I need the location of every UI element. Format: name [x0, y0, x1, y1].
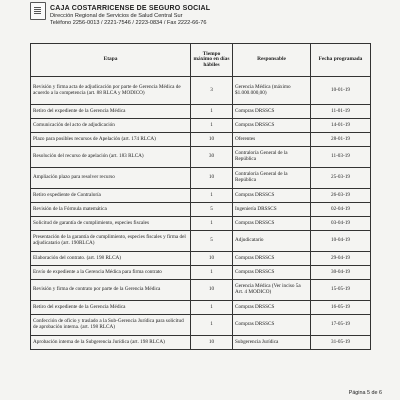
- column-header-responsable: Responsable: [233, 44, 311, 77]
- days-cell: 1: [191, 217, 233, 231]
- days-cell: 1: [191, 189, 233, 203]
- stage-cell: Plazo para posibles recursos de Apelación (art. 174 RLCA): [31, 133, 191, 147]
- stage-cell: Comunicación del acto de adjudicación: [31, 119, 191, 133]
- column-header-dias: Tiempo máximo en días hábiles: [191, 44, 233, 77]
- responsible-cell: Compras DRSSCS: [233, 301, 311, 315]
- schedule-table: [30, 43, 371, 350]
- responsible-cell: Compras DRSSCS: [233, 217, 311, 231]
- date-cell: 31-05-19: [311, 336, 371, 350]
- table-header-row: [31, 44, 371, 77]
- stage-cell: Retiro del expediente de la Gerencia Médica: [31, 301, 191, 315]
- table-row: [31, 105, 371, 119]
- responsible-cell: Compras DRSSCS: [233, 119, 311, 133]
- responsible-cell: Ingeniería DRSSCS: [233, 203, 311, 217]
- table-row: [31, 280, 371, 301]
- stage-cell: Confección de oficio y traslado a la Sub-Gerencia Jurídica para solicitud de aprobación interna. (art. 198 RLCA): [31, 315, 191, 336]
- table-row: [31, 189, 371, 203]
- ccss-logo-icon: [30, 2, 46, 20]
- responsible-cell: Compras DRSSCS: [233, 252, 311, 266]
- responsible-cell: Compras DRSSCS: [233, 105, 311, 119]
- table-row: [31, 77, 371, 105]
- date-cell: 11-03-19: [311, 147, 371, 168]
- date-cell: 03-04-19: [311, 217, 371, 231]
- days-cell: 30: [191, 147, 233, 168]
- responsible-cell: Subgerencia Jurídica: [233, 336, 311, 350]
- responsible-cell: Gerencia Médica (Ver inciso 5a Art. 4 MODICO): [233, 280, 311, 301]
- table-row: [31, 252, 371, 266]
- table-row: [31, 266, 371, 280]
- organization-department: Dirección Regional de Servicios de Salud Central Sur: [50, 13, 183, 19]
- table-row: [31, 147, 371, 168]
- column-header-etapa: Etapa: [31, 44, 191, 77]
- table-row: [31, 231, 371, 252]
- responsible-cell: Compras DRSSCS: [233, 266, 311, 280]
- responsible-cell: Compras DRSSCS: [233, 189, 311, 203]
- stage-cell: Revisión y firma de contrato por parte de la Gerencia Médica: [31, 280, 191, 301]
- table-row: [31, 301, 371, 315]
- days-cell: 1: [191, 266, 233, 280]
- stage-cell: Retiro expediente de Contraloría: [31, 189, 191, 203]
- days-cell: 5: [191, 231, 233, 252]
- days-cell: 1: [191, 315, 233, 336]
- organization-name: CAJA COSTARRICENSE DE SEGURO SOCIAL: [50, 5, 211, 12]
- days-cell: 1: [191, 301, 233, 315]
- stage-cell: Ampliación plazo para resolver recurso: [31, 168, 191, 189]
- stage-cell: Solicitud de garantía de cumplimiento, especies fiscales: [31, 217, 191, 231]
- responsible-cell: Gerencia Médica (máximo $1.000.000,00): [233, 77, 311, 105]
- date-cell: 02-04-19: [311, 203, 371, 217]
- table-row: [31, 336, 371, 350]
- stage-cell: Retiro del expediente de la Gerencia Médica: [31, 105, 191, 119]
- days-cell: 10: [191, 336, 233, 350]
- days-cell: 10: [191, 252, 233, 266]
- column-header-fecha: Fecha programada: [311, 44, 371, 77]
- responsible-cell: Adjudicatario: [233, 231, 311, 252]
- days-cell: 3: [191, 77, 233, 105]
- stage-cell: Resolución del recurso de apelación (art. 183 RLCA): [31, 147, 191, 168]
- organization-contact: Teléfono 2256-0013 / 2221-7546 / 2223-0834 / Fax 2222-66-76: [50, 20, 207, 26]
- stage-cell: Aprobación interna de la Subgerencia Jurídica (art. 198 RLCA): [31, 336, 191, 350]
- responsible-cell: Contraloría General de la República: [233, 147, 311, 168]
- date-cell: 11-01-19: [311, 105, 371, 119]
- days-cell: 5: [191, 203, 233, 217]
- days-cell: 1: [191, 119, 233, 133]
- date-cell: 16-05-19: [311, 301, 371, 315]
- table-row: [31, 133, 371, 147]
- days-cell: 10: [191, 280, 233, 301]
- page-number: Página 5 de 6: [348, 390, 382, 396]
- table-row: [31, 217, 371, 231]
- stage-cell: Envío de expediente a la Gerencia Médica para firma contrato: [31, 266, 191, 280]
- date-cell: 25-03-19: [311, 168, 371, 189]
- date-cell: 10-04-19: [311, 231, 371, 252]
- table-row: [31, 119, 371, 133]
- date-cell: 26-03-19: [311, 189, 371, 203]
- table-row: [31, 203, 371, 217]
- date-cell: 14-01-19: [311, 119, 371, 133]
- days-cell: 10: [191, 133, 233, 147]
- stage-cell: Elaboración del contrato. (art. 198 RLCA): [31, 252, 191, 266]
- stage-cell: Revisión y firma acta de adjudicación por parte de Gerencia Médica de acuerdo a la competencia (art. 88 RLCA y MODICO): [31, 77, 191, 105]
- stage-cell: Revisión de la Fórmula matemática: [31, 203, 191, 217]
- date-cell: 30-04-19: [311, 266, 371, 280]
- date-cell: 29-04-19: [311, 252, 371, 266]
- date-cell: 28-01-19: [311, 133, 371, 147]
- responsible-cell: Compras DRSSCS: [233, 315, 311, 336]
- table-row: [31, 168, 371, 189]
- days-cell: 1: [191, 105, 233, 119]
- stage-cell: Presentación de la garantía de cumplimiento, especies fiscales y firma del adjudicatario (art. 190RLCA): [31, 231, 191, 252]
- date-cell: 10-01-19: [311, 77, 371, 105]
- responsible-cell: Oferentes: [233, 133, 311, 147]
- date-cell: 15-05-19: [311, 280, 371, 301]
- responsible-cell: Contraloría General de la República: [233, 168, 311, 189]
- date-cell: 17-05-19: [311, 315, 371, 336]
- letterhead: [30, 2, 390, 38]
- days-cell: 10: [191, 168, 233, 189]
- table-row: [31, 315, 371, 336]
